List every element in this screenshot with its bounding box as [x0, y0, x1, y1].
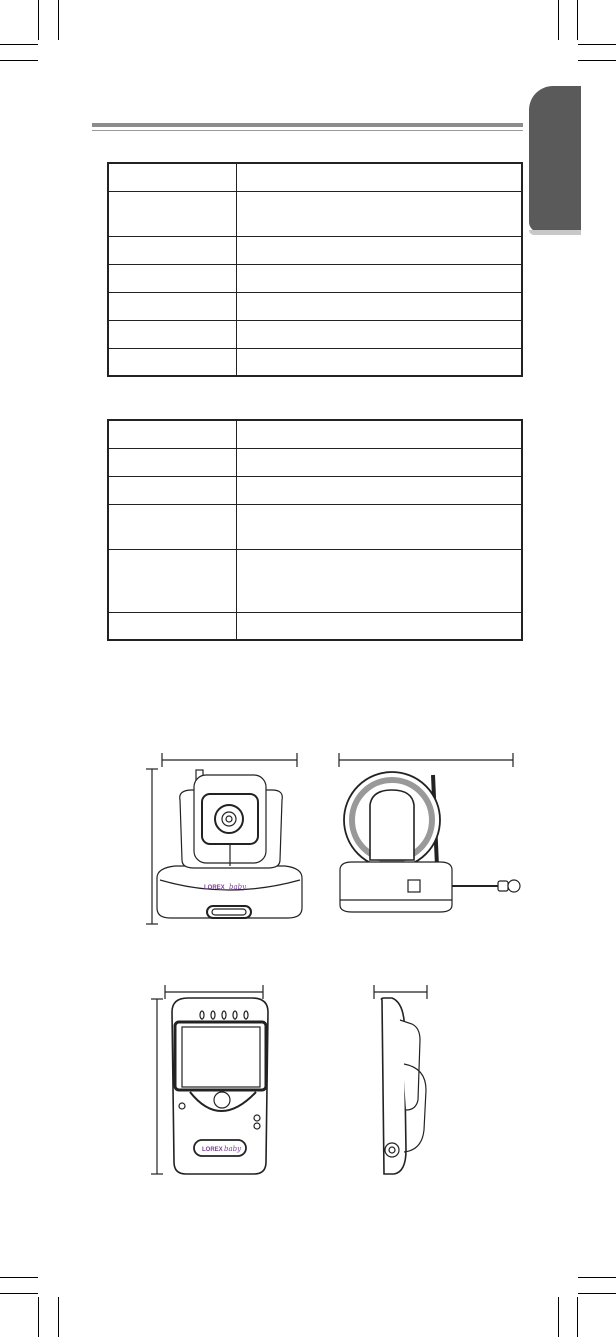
header-rule [92, 123, 523, 127]
crop-mark [558, 1297, 559, 1337]
crop-mark [0, 60, 38, 61]
crop-mark [578, 60, 616, 61]
spec-label [108, 264, 237, 292]
crop-mark [0, 1293, 38, 1294]
table-row [108, 612, 522, 640]
crop-mark [577, 1297, 578, 1337]
monitor-front-illustration [145, 982, 275, 1177]
spec-label [108, 292, 237, 320]
table-row [108, 320, 522, 348]
chapter-tab-shadow [529, 230, 581, 235]
spec-label [108, 420, 237, 448]
crop-mark [38, 1297, 39, 1337]
spec-label [108, 348, 237, 376]
crop-mark [58, 0, 59, 40]
spec-value [237, 236, 523, 264]
table-row [108, 348, 522, 376]
crop-mark [38, 0, 39, 40]
spec-label [108, 236, 237, 264]
spec-value [237, 191, 523, 236]
crop-mark [577, 0, 578, 40]
table-row [108, 292, 522, 320]
spec-label [108, 504, 237, 549]
crop-mark [0, 44, 38, 45]
spec-value [237, 549, 523, 612]
spec-value [237, 476, 523, 504]
table-row [108, 163, 522, 191]
table-row [108, 549, 522, 612]
header-rule-thin [92, 130, 523, 131]
spec-value [237, 320, 523, 348]
camera-spec-table [107, 162, 523, 377]
camera-front-illustration [140, 748, 310, 928]
spec-value [237, 348, 523, 376]
camera-side-illustration [330, 748, 530, 923]
chapter-tab [529, 86, 581, 232]
crop-mark [578, 44, 616, 45]
monitor-brand-script: baby [224, 1145, 242, 1153]
spec-value [237, 292, 523, 320]
camera-brand-label: LOREX [204, 885, 225, 891]
spec-value [237, 264, 523, 292]
crop-mark [578, 1293, 616, 1294]
table-row [108, 504, 522, 549]
spec-value [237, 448, 523, 476]
spec-label [108, 549, 237, 612]
monitor-side-illustration [365, 982, 440, 1177]
monitor-brand-label: LOREX [202, 1147, 223, 1153]
spec-value [237, 504, 523, 549]
crop-mark [558, 0, 559, 40]
spec-label [108, 320, 237, 348]
camera-brand-script: baby [229, 883, 247, 891]
spec-value [237, 612, 523, 640]
table-row [108, 264, 522, 292]
spec-label [108, 448, 237, 476]
spec-value [237, 420, 523, 448]
table-row [108, 191, 522, 236]
crop-mark [0, 1277, 38, 1278]
spec-label [108, 163, 237, 191]
monitor-spec-table [107, 419, 523, 641]
crop-mark [58, 1297, 59, 1337]
table-row [108, 236, 522, 264]
spec-label [108, 612, 237, 640]
table-row [108, 448, 522, 476]
crop-mark [578, 1277, 616, 1278]
table-row [108, 476, 522, 504]
spec-label [108, 191, 237, 236]
table-row [108, 420, 522, 448]
spec-label [108, 476, 237, 504]
spec-value [237, 163, 523, 191]
